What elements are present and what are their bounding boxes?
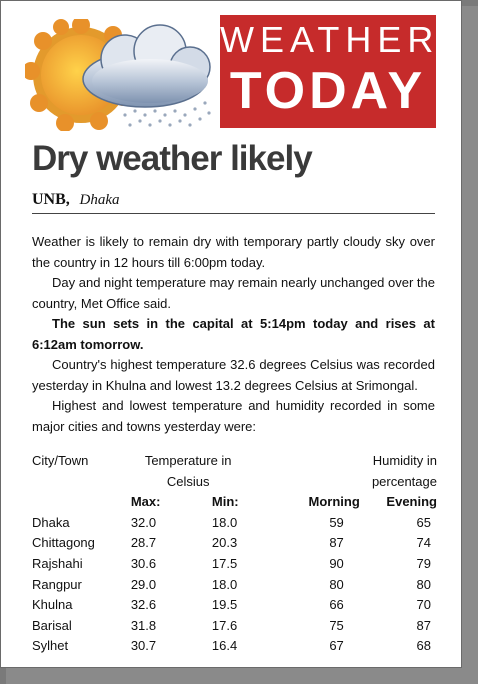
cell-city: Barisal [32,617,72,633]
table-subheader-row [32,494,437,515]
banner-title-line1: WEATHER [220,19,440,60]
header-temperature [131,453,278,474]
page-shadow-right [462,6,478,684]
header-city: City/Town [32,453,89,468]
header-humidity-line1: Humidity in [372,453,437,468]
cell-evening: 79 [416,555,431,571]
cell-evening: 65 [416,514,431,530]
cell-min: 19.5 [211,597,238,613]
cell-morning: 66 [329,597,344,613]
cell-max: 30.6 [130,555,157,571]
weather-data-table [32,453,437,659]
article-body [32,232,435,437]
weather-today-banner [220,15,440,128]
table-row [32,556,437,577]
cell-min: 17.6 [211,617,238,633]
article-paragraph: Weather is likely to remain dry with temporary partly cloudy sky over the country in 12 hours till 6:00pm today. [32,234,435,270]
cell-max: 31.8 [130,617,157,633]
table-header-row-2 [32,474,437,495]
cell-min: 16.4 [211,638,238,654]
header-humidity [278,453,437,474]
cell-city: Khulna [32,597,73,613]
cell-max: 28.7 [130,535,157,551]
cell-min: 18.0 [211,576,238,592]
cell-min: 20.3 [211,535,238,551]
subheader-evening: Evening [386,494,437,510]
cell-evening: 80 [416,576,431,592]
cell-max: 32.6 [130,597,157,613]
byline-agency: UNB, [32,191,70,208]
cell-morning: 67 [329,638,344,654]
cell-morning: 90 [329,555,344,571]
cell-morning: 59 [329,514,344,530]
cell-evening: 70 [416,597,431,613]
table-row [32,638,437,659]
byline-divider [32,213,435,214]
cell-evening: 68 [416,638,431,654]
cell-max: 29.0 [130,576,157,592]
header-humidity-line2: percentage [371,473,437,489]
table-row [32,597,437,618]
header-temperature-line1: Temperature in [144,453,232,468]
article-paragraph: Day and night temperature may remain nearly unchanged over the country, Met Office said. [32,275,435,311]
subheader-min: Min: [211,494,239,510]
article-paragraph: Highest and lowest temperature and humidity recorded in some major cities and towns yesterday were: [32,398,435,434]
article-paragraph: Country's highest temperature 32.6 degrees Celsius was recorded yesterday in Khulna and lowest 13.2 degrees Celsius at Srimongal. [32,357,435,393]
cell-city: Rajshahi [32,555,83,571]
subheader-morning: Morning [308,494,360,510]
cell-city: Rangpur [32,576,82,592]
cell-morning: 87 [329,535,344,551]
cell-city: Chittagong [32,535,95,551]
cell-morning: 75 [329,617,344,633]
cell-evening: 74 [416,535,431,551]
cell-min: 18.0 [211,514,238,530]
table-row [32,535,437,556]
cell-min: 17.5 [211,555,238,571]
article-byline [32,191,120,209]
cell-city: Sylhet [32,638,69,654]
article-paragraph-sun-times: The sun sets in the capital at 5:14pm today and rises at 6:12am tomorrow. [32,316,435,352]
table-row [32,515,437,536]
cell-max: 32.0 [130,514,157,530]
table-row [32,577,437,598]
cell-morning: 80 [329,576,344,592]
table-row [32,618,437,639]
subheader-max: Max: [130,494,161,510]
cell-max: 30.7 [130,638,157,654]
table-header-row [32,453,437,474]
banner-title-line2: TODAY [229,62,427,120]
page-shadow-bottom [6,668,478,684]
sun-cloud-rain-icon [25,19,215,131]
article-headline: Dry weather likely [32,139,312,178]
header-temperature-line2: Celsius [166,473,210,489]
cell-city: Dhaka [32,514,70,530]
cell-evening: 87 [416,617,431,633]
byline-location: Dhaka [79,192,120,208]
